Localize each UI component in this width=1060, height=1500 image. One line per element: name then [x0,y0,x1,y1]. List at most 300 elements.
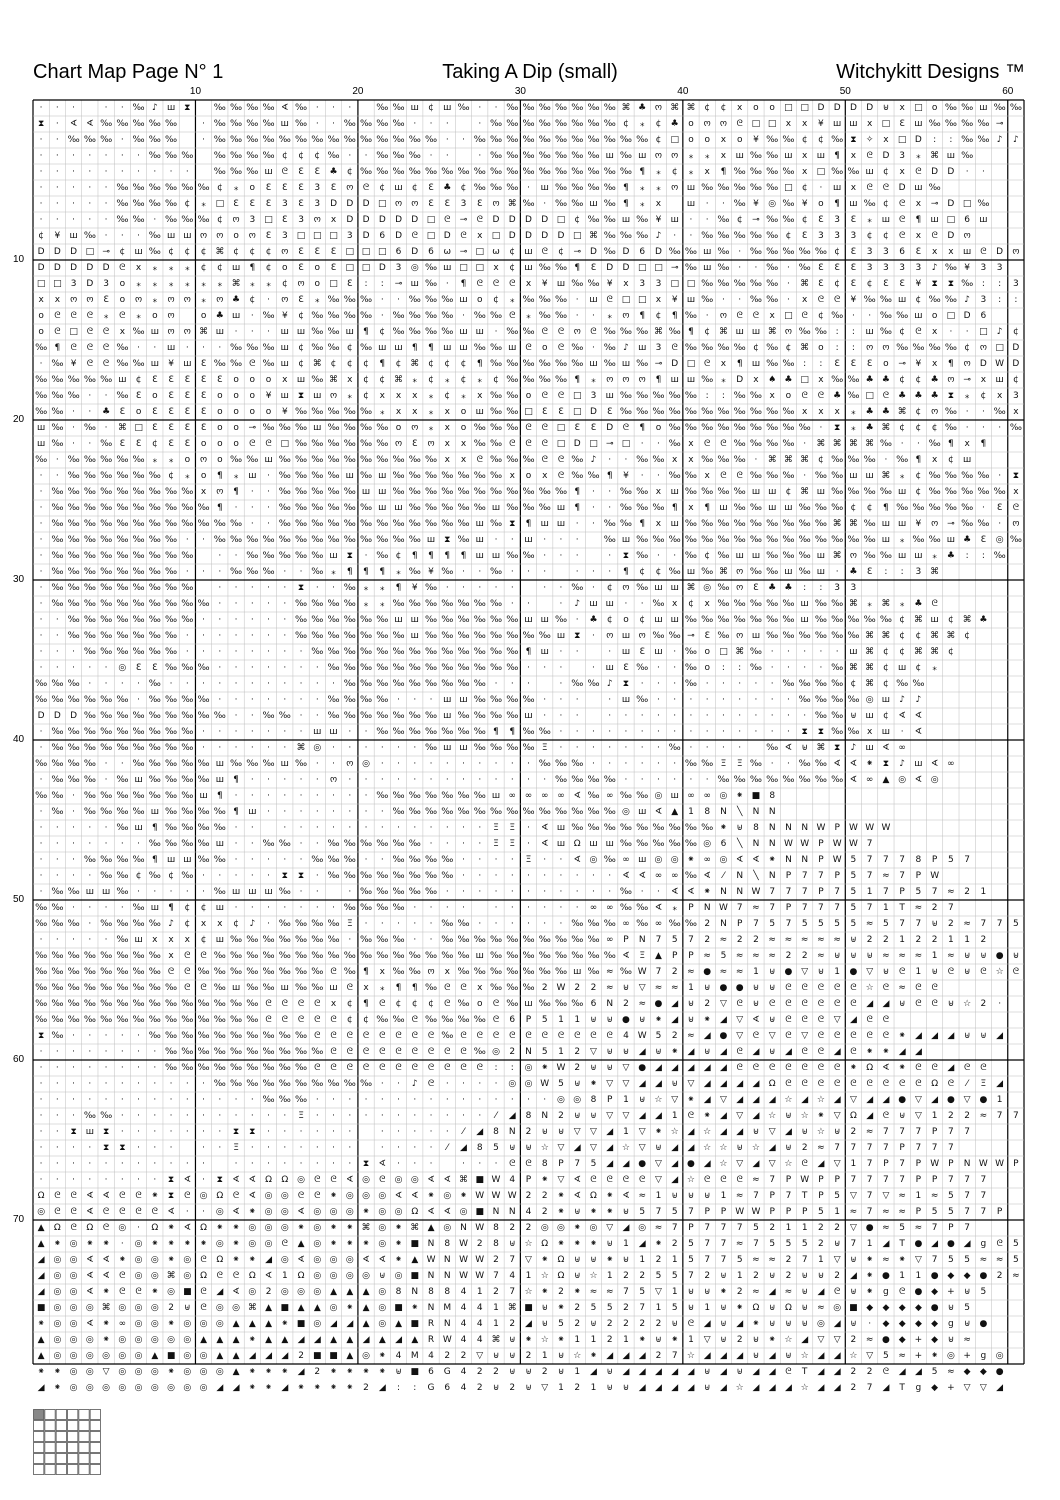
stitch-symbol: · [202,1207,206,1217]
stitch-symbol: ¢ [834,279,841,289]
stitch-symbol: ‰ [457,711,470,721]
stitch-symbol: ‰ [782,135,795,145]
stitch-symbol: · [413,1095,417,1105]
stitch-symbol: ‰ [230,567,243,577]
page-map-cell [45,1454,55,1464]
stitch-symbol: ᘓ [720,471,727,481]
stitch-symbol: ‰ [165,775,178,785]
stitch-symbol: ⊎ [898,999,906,1009]
stitch-symbol: x [866,119,873,129]
stitch-symbol: ⁕ [654,1127,663,1137]
stitch-symbol: ● [719,1031,728,1041]
stitch-symbol: M [410,1351,419,1361]
stitch-symbol: ᘓ [898,231,906,241]
stitch-symbol: ᘓ [947,967,955,977]
stitch-symbol: ‰ [116,199,129,209]
stitch-symbol: x [395,391,402,401]
stitch-symbol: ᘓ [882,1031,890,1041]
stitch-symbol: x [964,439,970,449]
stitch-symbol: 2 [850,1127,857,1137]
stitch-symbol: 3 [655,343,662,353]
stitch-symbol: ▽ [638,983,646,993]
stitch-symbol: · [397,295,400,305]
stitch-symbol: Ω [281,1175,289,1185]
stitch-symbol: ‰ [798,631,811,641]
stitch-symbol: ◢ [671,1367,679,1377]
stitch-symbol: ‰ [165,999,178,1009]
stitch-symbol: ᘓ [167,967,175,977]
stitch-symbol: ‰ [847,375,860,385]
stitch-symbol: · [39,487,43,497]
stitch-symbol: ‰ [197,759,210,769]
stitch-symbol: Ɛ [704,631,710,641]
stitch-symbol: ш [556,631,566,641]
stitch-symbol: ∢ [849,759,858,769]
stitch-symbol: · [72,1159,76,1169]
stitch-symbol: ‰ [100,535,113,545]
stitch-symbol: o [314,263,321,273]
stitch-symbol: ш [930,215,939,225]
stitch-symbol: · [494,855,498,865]
stitch-symbol: ‰ [684,263,697,273]
stitch-symbol: ‰ [554,935,568,945]
stitch-symbol: ‰ [327,135,340,145]
row-number: 30 [13,574,25,585]
stitch-symbol: · [478,919,482,929]
stitch-symbol: ‰ [538,935,551,945]
stitch-symbol: ⊎ [573,1111,581,1121]
stitch-symbol: Ɛ [915,247,922,257]
stitch-symbol: o [233,423,239,433]
stitch-symbol: ‰ [343,615,356,625]
stitch-symbol: ᘓ [931,231,938,241]
stitch-symbol: ш [654,615,663,625]
stitch-symbol: ᘓ [931,983,938,993]
designer-name: Witchykitt Designs ™ [836,61,1025,83]
stitch-symbol: ш [638,807,647,817]
stitch-symbol: ‰ [197,695,210,705]
stitch-symbol: x [412,407,418,417]
stitch-symbol: D [411,247,419,257]
stitch-symbol: ‰ [489,631,503,641]
stitch-symbol: · [608,567,612,577]
stitch-symbol: ‰ [83,535,96,545]
stitch-symbol: · [462,759,465,769]
stitch-symbol: ‰ [35,1015,48,1025]
stitch-symbol: ‰ [116,807,129,817]
stitch-symbol: ᘓ [509,439,516,449]
stitch-symbol: ¥ [964,263,971,273]
stitch-symbol: o [249,375,256,385]
stitch-symbol: ‰ [473,503,486,513]
stitch-symbol: · [72,1111,76,1121]
stitch-symbol: ≈ [865,1335,874,1345]
stitch-symbol: ◆ [866,1303,874,1313]
stitch-symbol: · [640,727,644,737]
stitch-symbol: ∞ [898,743,906,753]
stitch-symbol: · [202,1095,206,1105]
stitch-symbol: x [802,119,808,129]
stitch-symbol: 1 [883,903,889,913]
stitch-symbol: ᘓ [525,1031,532,1041]
stitch-symbol: ¢ [184,903,191,913]
stitch-symbol: ⊎ [947,1303,955,1313]
stitch-symbol: ‰ [165,535,178,545]
stitch-symbol: W [865,823,875,833]
stitch-symbol: ◢ [736,1127,744,1137]
stitch-symbol: ◎ [118,1351,127,1361]
stitch-symbol: ¢ [964,343,971,353]
stitch-symbol: Ɛ [883,279,889,289]
stitch-symbol: ⊎ [378,1271,386,1281]
stitch-symbol: ▽ [849,1191,857,1201]
stitch-symbol: o [200,471,207,481]
stitch-symbol: ‰ [506,999,519,1009]
stitch-symbol: · [657,695,660,705]
stitch-symbol: · [608,727,612,737]
stitch-symbol: ⊸ [947,519,955,529]
stitch-symbol: ⊎ [573,1079,581,1089]
stitch-symbol: ‰ [376,103,389,113]
stitch-symbol: ⁕ [849,1063,858,1073]
stitch-symbol: ‰ [571,455,584,465]
stitch-symbol: 1 [639,1255,646,1265]
stitch-symbol: · [429,759,433,769]
stitch-symbol: N [785,855,792,865]
stitch-symbol: 6 [964,215,971,225]
stitch-symbol: 7 [948,1127,954,1137]
stitch-symbol: ☆ [995,967,1004,977]
stitch-symbol: ◎ [150,1383,159,1393]
stitch-symbol: · [754,455,758,465]
stitch-symbol: ╲ [736,807,743,817]
stitch-symbol: ⁕ [768,1335,776,1345]
stitch-symbol: ◢ [833,1367,841,1377]
stitch-symbol: ‰ [489,119,503,129]
stitch-symbol: · [202,615,206,625]
stitch-symbol: · [819,423,823,433]
stitch-symbol: ‰ [636,407,649,417]
stitch-symbol: ‰ [489,743,503,753]
stitch-symbol: ш [768,503,777,513]
stitch-symbol: · [88,215,92,225]
stitch-symbol: ᘓ [736,119,743,129]
stitch-symbol: ‰ [262,983,275,993]
stitch-symbol: 7 [866,1175,873,1185]
stitch-symbol: ⁎ [201,199,206,209]
stitch-symbol: ‰ [944,263,957,273]
stitch-symbol: ¶ [411,343,418,353]
stitch-symbol: x [915,199,922,209]
stitch-symbol: · [120,1175,124,1185]
stitch-symbol: ш [459,327,468,337]
stitch-symbol: · [55,1143,59,1153]
stitch-symbol: ᘓ [817,983,825,993]
stitch-symbol: ᘓ [980,247,987,257]
stitch-symbol: ‰ [343,135,356,145]
stitch-symbol: ¶ [704,503,711,513]
stitch-symbol: ‰ [327,615,340,625]
stitch-symbol: ◎ [589,855,598,865]
stitch-symbol: D [53,263,61,273]
stitch-symbol: ‰ [733,343,746,353]
stitch-symbol: ‰ [148,519,161,529]
stitch-symbol: ᘓ [135,1191,142,1201]
stitch-symbol: ◎ [654,855,663,865]
stitch-symbol: ≈ [605,1287,614,1297]
stitch-symbol: ◎ [410,263,419,273]
stitch-symbol: x [769,311,775,321]
stitch-symbol: · [234,823,238,833]
stitch-symbol: · [299,839,303,849]
stitch-symbol: □ [85,247,95,257]
stitch-symbol: ‰ [165,119,178,129]
stitch-symbol: ш [898,487,907,497]
stitch-symbol: ш [150,359,159,369]
stitch-symbol: ◢ [671,1159,679,1169]
stitch-symbol: ‰ [278,1095,291,1105]
stitch-symbol: ‰ [376,135,389,145]
stitch-symbol: ‰ [749,663,762,673]
stitch-symbol: ⁎ [428,407,434,417]
stitch-symbol: ‰ [35,695,48,705]
stitch-symbol: 1 [899,1271,906,1281]
stitch-symbol: ᘓ [898,1079,906,1089]
stitch-symbol: ♣ [784,375,793,385]
stitch-symbol: ш [313,423,322,433]
stitch-symbol: D [525,215,532,225]
stitch-symbol: · [640,599,644,609]
stitch-symbol: · [786,279,790,289]
stitch-symbol: ‰ [912,343,925,353]
stitch-symbol: ¶ [379,359,386,369]
stitch-symbol: · [234,727,238,737]
stitch-symbol: ♪ [151,103,158,113]
stitch-symbol: x [200,919,207,929]
stitch-symbol: ‰ [782,615,795,625]
stitch-symbol: ‰ [701,407,714,417]
stitch-symbol: ⁕ [589,1351,598,1361]
stitch-symbol: ‰ [83,855,96,865]
stitch-symbol: · [185,567,189,577]
stitch-symbol: ‰ [961,279,974,289]
stitch-symbol: ᘓ [557,343,565,353]
stitch-symbol: ▽ [914,1095,922,1105]
stitch-symbol: ♪ [590,455,597,465]
stitch-symbol: ш [816,551,826,561]
stitch-symbol: ∢ [930,759,939,769]
stitch-symbol: N [508,1127,516,1137]
stitch-symbol: ᘓ [444,1063,451,1073]
stitch-symbol: · [413,119,417,129]
stitch-symbol: ‰ [766,599,779,609]
stitch-symbol: · [202,631,206,641]
stitch-symbol: · [137,1143,141,1153]
stitch-symbol: 7 [866,1159,873,1169]
stitch-symbol: 3 [249,215,256,225]
stitch-symbol: · [120,103,124,113]
stitch-symbol: ¢ [639,615,646,625]
stitch-symbol: ‰ [35,919,48,929]
stitch-symbol: · [705,679,709,689]
stitch-symbol: ‰ [603,183,616,193]
stitch-symbol: · [705,743,709,753]
stitch-symbol: ш [914,551,923,561]
stitch-symbol: ¥ [623,471,629,481]
stitch-symbol: ¶ [948,359,954,369]
stitch-symbol: ‰ [116,215,129,225]
stitch-symbol: ‰ [766,279,779,289]
stitch-symbol: ‰ [912,535,925,545]
stitch-symbol: ‰ [360,343,373,353]
stitch-symbol: ‰ [327,471,340,481]
stitch-symbol: ‰ [327,871,340,881]
stitch-symbol: ‰ [554,311,568,321]
stitch-symbol: ‰ [717,615,730,625]
stitch-symbol: ‰ [116,551,129,561]
stitch-symbol: · [88,919,92,929]
stitch-symbol: ● [881,1271,890,1281]
stitch-symbol: 8 [493,1127,499,1137]
stitch-symbol: ⊎ [622,1383,630,1393]
stitch-symbol: · [104,1159,108,1169]
stitch-symbol: □ [865,391,874,401]
stitch-symbol: ‰ [148,231,161,241]
stitch-symbol: ⁕ [557,1335,565,1345]
stitch-symbol: ‰ [278,1079,291,1089]
stitch-symbol: ◎ [134,1271,143,1281]
stitch-symbol: ᘓ [330,1175,337,1185]
stitch-symbol: ▽ [622,1063,630,1073]
stitch-symbol: · [851,311,855,321]
stitch-symbol: ◎ [345,1255,354,1265]
stitch-symbol: □ [572,231,582,241]
stitch-symbol: 2 [541,1191,548,1201]
stitch-symbol: · [575,871,579,881]
stitch-symbol: 3 [281,199,288,209]
stitch-symbol: ⁕ [882,1047,890,1057]
stitch-symbol: · [689,775,693,785]
stitch-symbol: ‰ [798,759,811,769]
stitch-symbol: ᘓ [119,1271,126,1281]
stitch-symbol: · [120,167,124,177]
stitch-symbol: · [104,759,108,769]
stitch-symbol: Ξ [980,1079,987,1089]
stitch-symbol: · [348,1127,352,1137]
stitch-symbol: ⁕ [687,855,695,865]
stitch-symbol: ‰ [165,663,178,673]
stitch-symbol: 2 [850,1367,857,1377]
stitch-symbol: ш [865,327,874,337]
stitch-symbol: ш [491,551,501,561]
stitch-symbol: D [557,231,565,241]
stitch-symbol: ⊎ [687,1303,695,1313]
stitch-symbol: ш [540,647,549,657]
stitch-symbol: · [673,647,677,657]
stitch-symbol: ⊎ [752,1127,760,1137]
stitch-symbol: ‰ [246,1015,259,1025]
stitch-symbol: ‰ [587,279,600,289]
stitch-symbol: ‰ [749,759,762,769]
stitch-symbol: ⌘ [686,583,696,593]
stitch-symbol: ‰ [51,775,64,785]
stitch-symbol: · [770,647,774,657]
stitch-symbol: ш [475,535,484,545]
stitch-symbol: ≈ [914,951,923,961]
stitch-symbol: ◢ [768,1287,776,1297]
stitch-symbol: o [152,391,158,401]
stitch-symbol: □ [670,135,679,145]
stitch-symbol: ▲ [265,1319,273,1329]
stitch-symbol: ¢ [428,999,434,1009]
stitch-symbol: x [883,135,889,145]
stitch-symbol: x [330,215,337,225]
stitch-symbol: Ɛ [753,583,759,593]
stitch-symbol: ‰ [814,679,827,689]
stitch-symbol: · [234,503,238,513]
stitch-symbol: ‰ [766,295,779,305]
stitch-symbol: ♣ [881,375,890,385]
stitch-symbol: Ɛ [282,215,288,225]
stitch-symbol: ‰ [489,487,503,497]
stitch-symbol: ¢ [444,391,451,401]
stitch-symbol: ¶ [428,343,434,353]
stitch-symbol: · [559,535,563,545]
stitch-symbol: ᘓ [200,1303,207,1313]
stitch-symbol: ▽ [801,967,809,977]
stitch-symbol: ¥ [801,199,808,209]
stitch-symbol: · [315,1159,319,1169]
stitch-symbol: x [996,391,1003,401]
stitch-symbol: ‰ [603,343,616,353]
stitch-symbol: · [250,695,254,705]
stitch-symbol: ▽ [833,1335,841,1345]
stitch-symbol: ᘓ [346,983,353,993]
stitch-symbol: · [250,583,254,593]
stitch-symbol: ‰ [51,583,64,593]
stitch-symbol: ო [183,327,191,337]
stitch-symbol: 2 [785,1271,792,1281]
stitch-symbol: · [39,567,43,577]
stitch-symbol: ⌘ [865,663,875,673]
stitch-symbol: ‰ [701,423,714,433]
stitch-symbol: ◎ [362,1351,370,1361]
stitch-symbol: 2 [639,1271,646,1281]
stitch-symbol: ¢ [346,167,353,177]
stitch-symbol: · [185,1079,189,1089]
stitch-symbol: · [689,711,693,721]
stitch-symbol: ‰ [376,519,389,529]
stitch-symbol: ‰ [766,167,779,177]
stitch-symbol: ◢ [671,1063,679,1073]
stitch-symbol: · [250,1159,254,1169]
stitch-symbol: · [55,1175,59,1185]
stitch-symbol: ‰ [83,375,96,385]
stitch-symbol: · [267,727,271,737]
stitch-symbol: x [704,167,710,177]
stitch-symbol: ⁎ [867,599,872,609]
stitch-symbol: ⊎ [703,1367,711,1377]
stitch-symbol: ш [166,855,176,865]
stitch-symbol: 7 [915,1143,922,1153]
stitch-symbol: ≈ [817,951,825,961]
stitch-symbol: ‰ [441,327,454,337]
stitch-symbol: ᘓ [801,1079,808,1089]
stitch-symbol: ≈ [605,983,614,993]
stitch-symbol: ¶ [249,263,256,273]
stitch-symbol: ⁕ [362,1207,370,1217]
stitch-symbol: ‰ [278,967,291,977]
